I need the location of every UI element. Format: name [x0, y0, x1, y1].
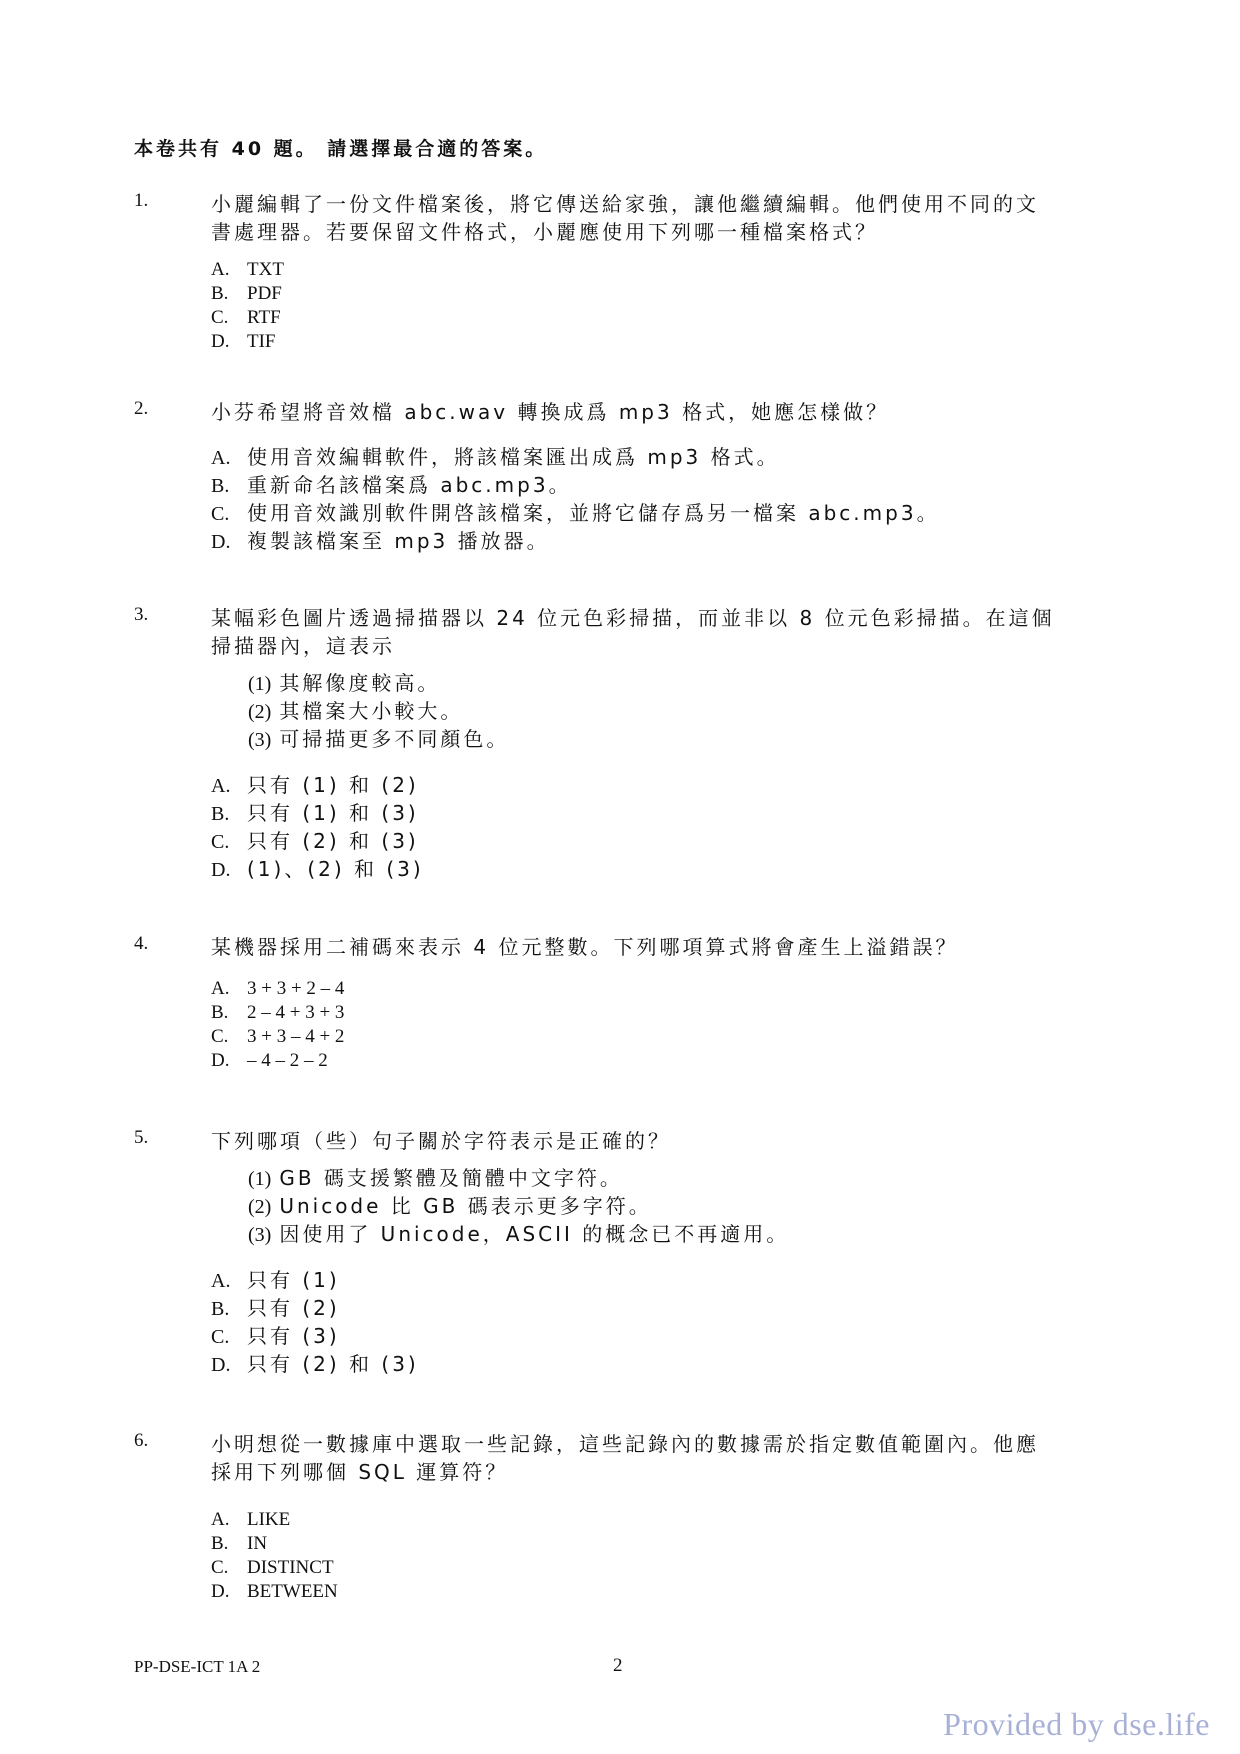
question-number: 2.	[134, 398, 149, 419]
instructions-header: 本卷共有 40 題。 請選擇最合適的答案。	[134, 138, 548, 160]
option-a[interactable]: A. TXT	[211, 259, 284, 280]
question-number: 6.	[134, 1430, 149, 1451]
option-a[interactable]: A. 只有 (1)	[211, 1268, 340, 1292]
question-number: 3.	[134, 604, 149, 625]
option-b[interactable]: B. 2 – 4 + 3 + 3	[211, 1002, 345, 1023]
question-stem	[211, 1127, 1111, 1155]
stem-line: 下列哪項（些）句子關於字符表示是正確的？	[211, 1129, 671, 1153]
option-c[interactable]: C. 只有 (2) 和 (3)	[211, 829, 419, 853]
options-list	[211, 977, 1111, 1073]
statements-list	[248, 1165, 1111, 1249]
option-a[interactable]: A. 3 + 3 + 2 – 4	[211, 978, 345, 999]
question-number: 4.	[134, 933, 149, 954]
option-d[interactable]: D. (1)、(2) 和 (3)	[211, 857, 424, 881]
stem-line: 某機器採用二補碼來表示 4 位元整數。下列哪項算式將會產生上溢錯誤？	[211, 935, 959, 959]
stem-line: 小芬希望將音效檔 abc.wav 轉換成爲 mp3 格式，她應怎樣做？	[211, 400, 890, 424]
question-body	[211, 190, 1111, 354]
option-c[interactable]: C. DISTINCT	[211, 1557, 334, 1578]
option-b[interactable]: B. PDF	[211, 283, 282, 304]
statement-2: (2) Unicode 比 GB 碼表示更多字符。	[248, 1194, 652, 1218]
option-b[interactable]: B. IN	[211, 1533, 268, 1554]
question-stem	[211, 604, 1111, 660]
options-list	[211, 444, 1111, 556]
stem-line: 掃描器內，這表示	[211, 634, 395, 658]
options-list	[211, 1508, 1111, 1604]
question-number: 5.	[134, 1127, 149, 1148]
option-c[interactable]: C. 只有 (3)	[211, 1324, 340, 1348]
option-b[interactable]: B. 重新命名該檔案爲 abc.mp3。	[211, 473, 572, 497]
option-d[interactable]: D. 複製該檔案至 mp3 播放器。	[211, 529, 550, 553]
statement-3: (3) 因使用了 Unicode，ASCII 的概念已不再適用。	[248, 1222, 790, 1246]
option-c[interactable]: C. 使用音效識別軟件開啓該檔案，並將它儲存爲另一檔案 abc.mp3。	[211, 501, 940, 525]
question-stem	[211, 1430, 1111, 1486]
stem-line: 某幅彩色圖片透過掃描器以 24 位元色彩掃描，而並非以 8 位元色彩掃描。在這個	[211, 606, 1055, 630]
page-number: 2	[613, 1655, 623, 1676]
statement-2: (2) 其檔案大小較大。	[248, 699, 464, 723]
question-body	[211, 398, 1111, 556]
statement-3: (3) 可掃描更多不同顏色。	[248, 727, 510, 751]
stem-line: 書處理器。若要保留文件格式，小麗應使用下列哪一種檔案格式？	[211, 220, 878, 244]
question-body	[211, 1430, 1111, 1604]
question-stem	[211, 398, 1111, 426]
paper-code: PP-DSE-ICT 1A 2	[134, 1657, 261, 1676]
question-body	[211, 1127, 1111, 1379]
option-b[interactable]: B. 只有 (2)	[211, 1296, 340, 1320]
option-a[interactable]: A. 只有 (1) 和 (2)	[211, 773, 419, 797]
option-c[interactable]: C. RTF	[211, 307, 281, 328]
statement-1: (1) 其解像度較高。	[248, 671, 441, 695]
options-list	[211, 772, 1111, 884]
option-d[interactable]: D. BETWEEN	[211, 1581, 338, 1602]
option-a[interactable]: A. 使用音效編輯軟件，將該檔案匯出成爲 mp3 格式。	[211, 445, 780, 469]
statement-1: (1) GB 碼支援繁體及簡體中文字符。	[248, 1166, 623, 1190]
option-d[interactable]: D. 只有 (2) 和 (3)	[211, 1352, 419, 1376]
stem-line: 採用下列哪個 SQL 運算符？	[211, 1460, 509, 1484]
statements-list	[248, 670, 1111, 754]
option-c[interactable]: C. 3 + 3 – 4 + 2	[211, 1026, 345, 1047]
options-list	[211, 258, 1111, 354]
stem-line: 小明想從一數據庫中選取一些記錄，這些記錄內的數據需於指定數值範圍內。他應	[211, 1432, 1039, 1456]
question-body	[211, 933, 1111, 1073]
stem-line: 小麗編輯了一份文件檔案後，將它傳送給家強，讓他繼續編輯。他們使用不同的文	[211, 192, 1039, 216]
option-d[interactable]: D. TIF	[211, 331, 276, 352]
question-number: 1.	[134, 190, 149, 211]
question-body	[211, 604, 1111, 884]
option-a[interactable]: A. LIKE	[211, 1509, 291, 1530]
question-stem	[211, 190, 1111, 246]
option-d[interactable]: D. – 4 – 2 – 2	[211, 1050, 328, 1071]
watermark-link[interactable]: Provided by dse.life	[943, 1706, 1210, 1742]
options-list	[211, 1267, 1111, 1379]
option-b[interactable]: B. 只有 (1) 和 (3)	[211, 801, 419, 825]
question-stem	[211, 933, 1111, 961]
